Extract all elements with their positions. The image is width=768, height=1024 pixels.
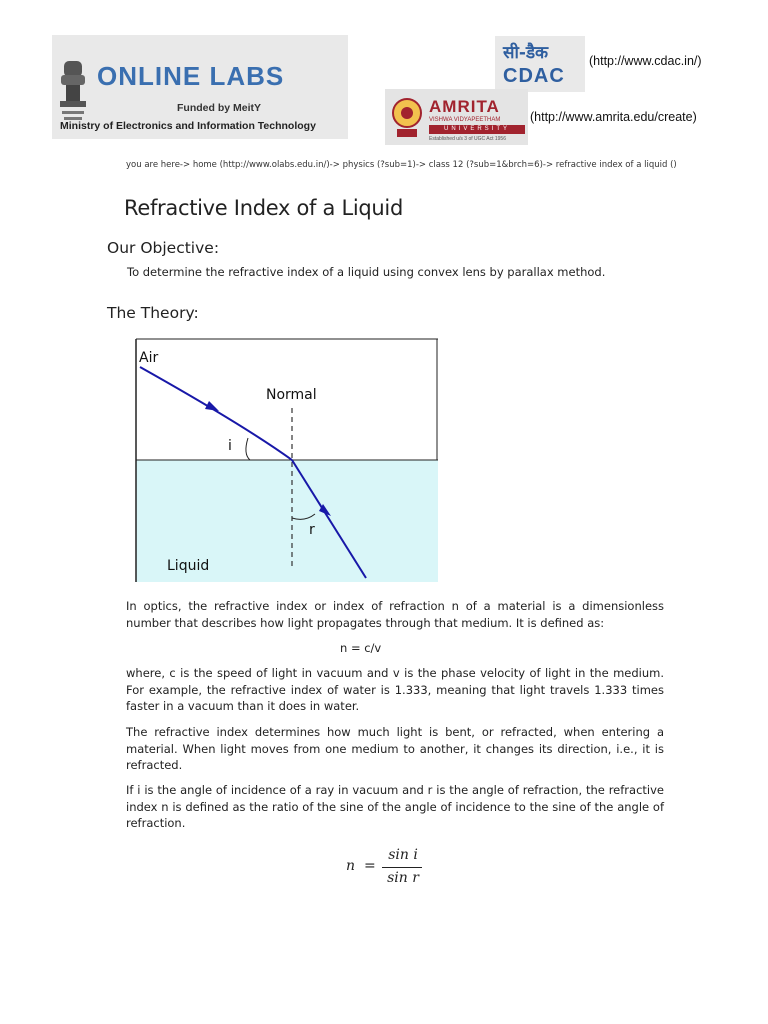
cdac-logo-text: CDAC [503, 65, 565, 87]
formula-equals: = [364, 858, 376, 874]
amrita-subtitle: VISHWA VIDYAPEETHAM [429, 117, 501, 123]
cdac-hindi-text: सी-डैक [503, 43, 549, 63]
theory-paragraph-2: where, c is the speed of light in vacuum and v is the phase velocity of light in the medium. For example, the refractive index of water is 1.333, meaning that light travels 1.333 times faster in a vacuum than it does in water. [126, 666, 664, 714]
online-labs-title: ONLINE LABS [97, 61, 285, 91]
amrita-established: Established u/s 3 of UGC Act 1956 [429, 136, 506, 142]
amrita-emblem-icon [391, 95, 423, 139]
angle-i-arc [246, 438, 250, 460]
normal-label: Normal [266, 387, 317, 403]
page-title: Refractive Index of a Liquid [124, 196, 403, 220]
angle-r-label: r [309, 522, 315, 538]
formula-numerator: sin i [388, 847, 418, 863]
snell-formula [346, 843, 426, 891]
fraction-bar [382, 867, 422, 868]
online-labs-banner[interactable] [52, 35, 348, 139]
theory-heading: The Theory: [107, 304, 199, 322]
formula-lhs: n [346, 858, 356, 874]
cdac-logo[interactable] [495, 36, 585, 92]
air-label: Air [139, 350, 159, 366]
incident-ray [140, 367, 292, 460]
amrita-name: AMRITA [429, 97, 500, 116]
theory-paragraph-3: The refractive index determines how much light is bent, or refracted, when entering a material. When light moves from one medium to another, it changes its direction, i.e., it is refracted. [126, 725, 664, 773]
refraction-diagram [135, 338, 438, 582]
amrita-link[interactable]: (http://www.amrita.edu/create) [530, 110, 697, 124]
theory-paragraph-4: If i is the angle of incidence of a ray in vacuum and r is the angle of refraction, the refractive index n is defined as the ratio of the sine of the angle of incidence to the sine of the angle of refraction. [126, 783, 664, 831]
national-emblem-icon [56, 57, 90, 129]
amrita-logo[interactable] [385, 89, 528, 145]
cdac-link[interactable]: (http://www.cdac.in/) [589, 54, 702, 68]
breadcrumb[interactable]: you are here-> home (http://www.olabs.edu.in/)-> physics (?sub=1)-> class 12 (?sub=1&brch=6)-> refractive index of a liquid () [126, 160, 677, 170]
objective-text: To determine the refractive index of a liquid using convex lens by parallax method. [127, 265, 606, 279]
amrita-university: UNIVERSITY [429, 125, 525, 134]
angle-i-label: i [228, 438, 232, 454]
objective-heading: Our Objective: [107, 239, 220, 257]
ministry-text: Ministry of Electronics and Information Technology [60, 120, 316, 132]
liquid-label: Liquid [167, 558, 210, 574]
funded-by-text: Funded by MeitY [177, 102, 261, 114]
incident-arrow-icon [205, 401, 219, 411]
formula-denominator: sin r [387, 870, 419, 886]
theory-paragraph-1: In optics, the refractive index or index of refraction n of a material is a dimensionless number that describes how light propagates through that medium. It is defined as: [126, 599, 664, 630]
formula-n-equals-c-over-v: n = c/v [340, 641, 382, 655]
